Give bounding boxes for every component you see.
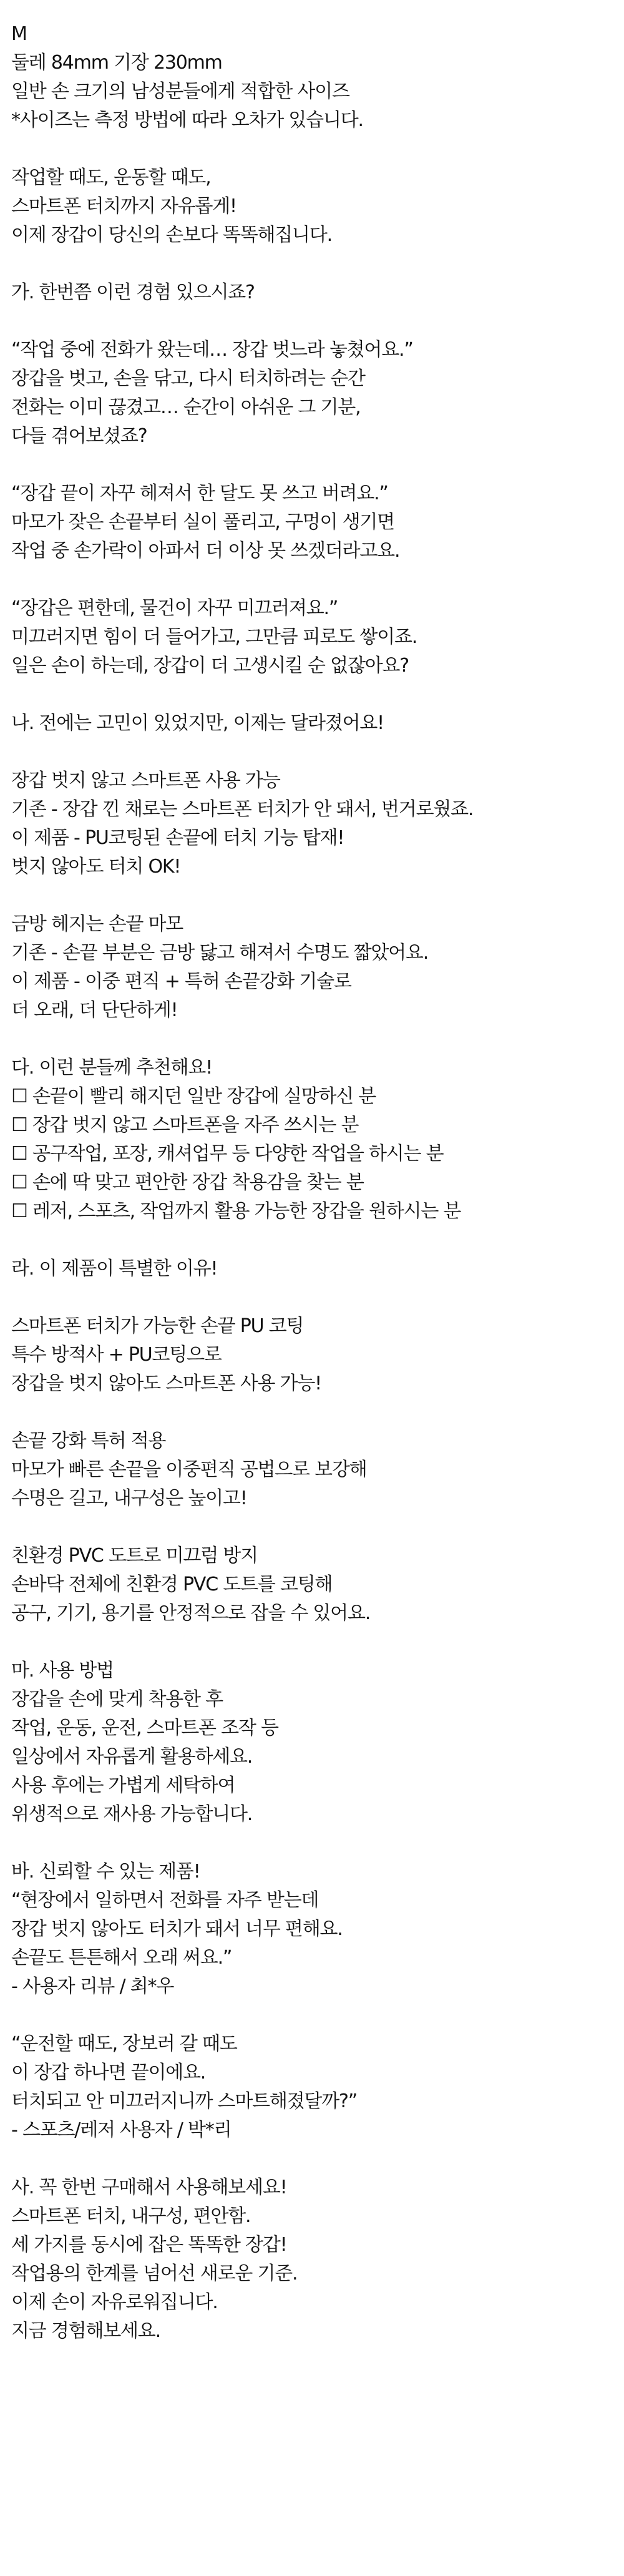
text-line: 스마트폰 터치, 내구성, 편안함.	[11, 2205, 251, 2227]
text-line: 지금 경험해보세요.	[11, 2320, 160, 2342]
text-block	[11, 336, 613, 451]
text-line: “작업 중에 전화가 왔는데… 장갑 벗느라 놓쳤어요.”	[11, 339, 413, 361]
text-line: 다. 이런 분들께 추천해요!	[11, 1057, 212, 1079]
text-line: 수명은 길고, 내구성은 높이고!	[11, 1487, 247, 1509]
text-line: M	[11, 23, 27, 45]
text-line: 나. 전에는 고민이 있었지만, 이제는 달라졌어요!	[11, 712, 384, 734]
text-line: 라. 이 제품이 특별한 이유!	[11, 1258, 218, 1280]
text-line: 장갑을 벗고, 손을 닦고, 다시 터치하려는 순간	[11, 368, 365, 389]
text-line: “장갑 끝이 자꾸 헤져서 한 달도 못 쓰고 버려요.”	[11, 482, 388, 504]
text-line: 장갑을 벗지 않아도 스마트폰 사용 가능!	[11, 1373, 321, 1394]
text-line: 금방 헤지는 손끝 마모	[11, 913, 183, 935]
text-line: 작업용의 한계를 넘어선 새로운 기준.	[11, 2263, 298, 2285]
text-line: 마모가 잦은 손끝부터 실이 풀리고, 구멍이 생기면	[11, 511, 394, 533]
text-line: 장갑을 손에 맞게 착용한 후	[11, 1688, 223, 1710]
text-block	[11, 479, 613, 566]
text-line: 작업, 운동, 운전, 스마트폰 조작 등	[11, 1717, 278, 1739]
text-block	[11, 2173, 613, 2346]
text-block	[11, 20, 613, 135]
text-line: 다들 겪어보셨죠?	[11, 425, 147, 447]
text-block	[11, 766, 613, 881]
text-line: 사. 꼭 한번 구매해서 사용해보세요!	[11, 2177, 287, 2198]
text-line: 마. 사용 방법	[11, 1660, 114, 1682]
text-line: 작업 중 손가락이 아파서 더 이상 못 쓰겠더라고요.	[11, 540, 400, 562]
text-block	[11, 278, 613, 307]
text-block	[11, 594, 613, 680]
text-line: 둘레 84mm 기장 230mm	[11, 52, 222, 74]
paragraph-spacer	[11, 1398, 613, 1427]
text-line: ☐ 손끝이 빨리 해지던 일반 장갑에 실망하신 분	[11, 1085, 376, 1107]
text-line: 가. 한번쯤 이런 경험 있으시죠?	[11, 282, 255, 303]
text-line: 세 가지를 동시에 잡은 똑똑한 장갑!	[11, 2234, 287, 2256]
text-line: 터치되고 안 미끄러지니까 스마트해졌달까?”	[11, 2090, 358, 2112]
text-line: ☐ 손에 딱 맞고 편안한 장갑 착용감을 찾는 분	[11, 1172, 364, 1193]
product-description	[11, 20, 613, 2346]
text-line: 이제 장갑이 당신의 손보다 똑똑해집니다.	[11, 224, 332, 246]
text-block	[11, 1054, 613, 1226]
paragraph-spacer	[11, 135, 613, 164]
paragraph-spacer	[11, 738, 613, 766]
text-line: 전화는 이미 끊겼고… 순간이 아쉬운 그 기분,	[11, 396, 361, 418]
text-line: 장갑 벗지 않아도 터치가 돼서 너무 편해요.	[11, 1918, 343, 1940]
text-line: 친환경 PVC 도트로 미끄럼 방지	[11, 1545, 258, 1567]
text-line: 특수 방적사 + PU코팅으로	[11, 1344, 222, 1366]
paragraph-spacer	[11, 1829, 613, 1858]
text-line: 위생적으로 재사용 가능합니다.	[11, 1803, 253, 1825]
text-line: 사용 후에는 가볍게 세탁하여	[11, 1775, 235, 1796]
paragraph-spacer	[11, 1025, 613, 1054]
text-block	[11, 1255, 613, 1283]
text-block	[11, 910, 613, 1025]
text-line: 손끝 강화 특허 적용	[11, 1430, 166, 1452]
text-line: “현장에서 일하면서 전화를 자주 받는데	[11, 1889, 319, 1911]
text-line: 더 오래, 더 단단하게!	[11, 999, 178, 1021]
text-line: 마모가 빠른 손끝을 이중편직 공법으로 보강해	[11, 1459, 367, 1481]
text-line: 스마트폰 터치가 가능한 손끝 PU 코팅	[11, 1315, 304, 1337]
text-line: 바. 신뢰할 수 있는 제품!	[11, 1861, 200, 1883]
text-line: 미끄러지면 힘이 더 들어가고, 그만큼 피로도 쌓이죠.	[11, 626, 417, 648]
text-line: 일반 손 크기의 남성분들에게 적합한 사이즈	[11, 81, 349, 102]
text-line: 일상에서 자유롭게 활용하세요.	[11, 1746, 253, 1768]
text-line: 공구, 기기, 용기를 안정적으로 잡을 수 있어요.	[11, 1602, 371, 1624]
text-line: 이제 손이 자유로워집니다.	[11, 2291, 218, 2313]
text-line: ☐ 장갑 벗지 않고 스마트폰을 자주 쓰시는 분	[11, 1114, 359, 1136]
text-line: *사이즈는 측정 방법에 따라 오차가 있습니다.	[11, 109, 363, 131]
text-block	[11, 1427, 613, 1513]
text-line: 장갑 벗지 않고 스마트폰 사용 가능	[11, 770, 280, 791]
paragraph-spacer	[11, 2145, 613, 2173]
text-line: “장갑은 편한데, 물건이 자꾸 미끄러져요.”	[11, 597, 338, 619]
text-block	[11, 1312, 613, 1398]
text-block	[11, 709, 613, 738]
text-line: 이 장갑 하나면 끝이에요.	[11, 2062, 206, 2084]
text-line: - 스포츠/레저 사용자 / 박*리	[11, 2119, 232, 2141]
text-line: ☐ 공구작업, 포장, 캐셔업무 등 다양한 작업을 하시는 분	[11, 1143, 444, 1165]
paragraph-spacer	[11, 1513, 613, 1542]
text-block	[11, 1542, 613, 1628]
text-line: 기존 - 장갑 낀 채로는 스마트폰 터치가 안 돼서, 번거로웠죠.	[11, 798, 474, 820]
text-line: ☐ 레저, 스포츠, 작업까지 활용 가능한 장갑을 원하시는 분	[11, 1200, 461, 1222]
paragraph-spacer	[11, 451, 613, 479]
text-line: 벗지 않아도 터치 OK!	[11, 856, 181, 878]
text-line: - 사용자 리뷰 / 최*우	[11, 1976, 174, 1997]
text-block	[11, 2030, 613, 2145]
text-line: 손바닥 전체에 친환경 PVC 도트를 코팅해	[11, 1574, 333, 1595]
text-line: 작업할 때도, 운동할 때도,	[11, 167, 211, 189]
text-line: 이 제품 - PU코팅된 손끝에 터치 기능 탑재!	[11, 827, 344, 849]
text-line: 일은 손이 하는데, 장갑이 더 고생시킬 순 없잖아요?	[11, 655, 409, 677]
paragraph-spacer	[11, 1628, 613, 1657]
paragraph-spacer	[11, 680, 613, 709]
text-line: “운전할 때도, 장보러 갈 때도	[11, 2033, 237, 2055]
text-line: 이 제품 - 이중 편직 + 특허 손끝강화 기술로	[11, 971, 351, 992]
paragraph-spacer	[11, 307, 613, 336]
text-block	[11, 164, 613, 250]
paragraph-spacer	[11, 881, 613, 910]
text-line: 스마트폰 터치까지 자유롭게!	[11, 195, 236, 217]
paragraph-spacer	[11, 2001, 613, 2030]
paragraph-spacer	[11, 1226, 613, 1255]
text-block	[11, 1657, 613, 1829]
text-line: 손끝도 튼튼해서 오래 써요.”	[11, 1947, 232, 1969]
paragraph-spacer	[11, 1283, 613, 1312]
text-block	[11, 1858, 613, 2001]
text-line: 기존 - 손끝 부분은 금방 닳고 해져서 수명도 짧았어요.	[11, 942, 429, 964]
paragraph-spacer	[11, 250, 613, 278]
paragraph-spacer	[11, 566, 613, 594]
